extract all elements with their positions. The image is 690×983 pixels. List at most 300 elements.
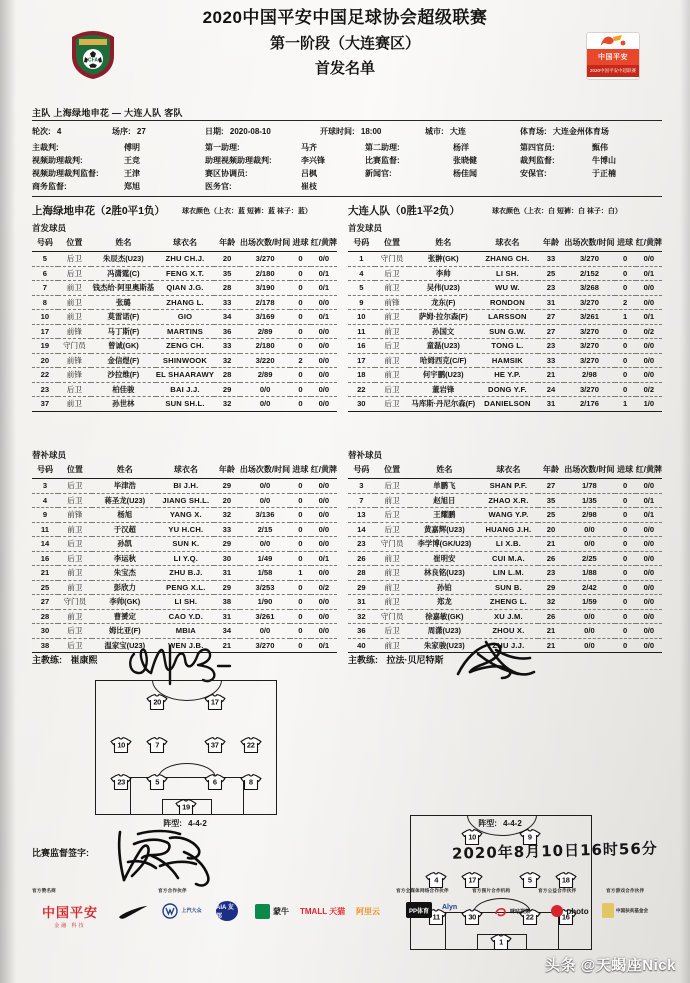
cell-cn: 马丁斯(F) [91, 324, 156, 339]
official-value: 吕枫 [301, 169, 317, 178]
meta-divider-bottom [32, 196, 662, 197]
cell-apps: 2/180 [240, 266, 290, 281]
cell-apps: 1/59 [564, 595, 614, 610]
sponsor-aliyun: 阿里云 [356, 907, 380, 916]
cell-cards: 0/0 [311, 566, 337, 581]
cell-apps: 0/0 [240, 493, 290, 508]
table-row [32, 281, 337, 296]
cell-age: 23 [538, 339, 565, 354]
away-starters-body [348, 252, 662, 412]
cell-age: 32 [214, 353, 240, 368]
cell-goals: 0 [290, 281, 311, 296]
cell-num: 26 [348, 551, 375, 566]
table-row [32, 508, 337, 523]
cell-jersey: ZHENG L. [479, 595, 537, 610]
cell-cn: 孙国文 [409, 324, 477, 339]
sponsor-caption-text: 官方公益合作伙伴 [538, 888, 577, 893]
cell-age: 21 [538, 638, 565, 653]
cell-jersey: XU J.M. [479, 609, 537, 624]
cell-cn: 孙凯 [92, 537, 158, 552]
cell-apps: 1/35 [564, 493, 614, 508]
cell-cards: 0/1 [636, 266, 662, 281]
col-goals: 进球 [290, 235, 311, 252]
cell-cards: 0/0 [636, 609, 662, 624]
cell-pos: 后卫 [58, 266, 91, 281]
kickoff-field [320, 126, 381, 137]
cell-num: 37 [32, 397, 58, 412]
cell-num: 14 [348, 522, 375, 537]
cell-jersey: BI J.H. [158, 479, 214, 494]
table-row [348, 281, 662, 296]
page-section-title: 首发名单 [314, 60, 375, 77]
home-starters-table-wrap [32, 235, 337, 412]
cell-num: 30 [32, 624, 58, 639]
table-row [348, 566, 662, 581]
officials-column-1 [32, 142, 162, 194]
cell-num: 14 [32, 537, 58, 552]
cell-cn: 黄嘉辉(U23) [410, 522, 480, 537]
cell-pos: 后卫 [375, 624, 410, 639]
watermark: 头条 @天蝎座Nick [545, 957, 676, 974]
cell-goals: 0 [290, 382, 311, 397]
cell-jersey: YANG X. [158, 508, 214, 523]
cell-age: 33 [214, 522, 240, 537]
sponsor-cfpa [596, 902, 654, 919]
official-label: 赛区协调员: [205, 169, 248, 178]
pitch-shirt-defender-22: 22 [519, 909, 541, 926]
away-label: 客队 [164, 108, 183, 118]
pitch-shirt-goalkeeper-1: 1 [490, 934, 512, 951]
cell-num: 11 [32, 522, 58, 537]
cell-age: 35 [214, 266, 240, 281]
cell-num: 7 [32, 281, 58, 296]
cell-apps: 1/58 [240, 566, 290, 581]
cell-jersey: HAMSIK [477, 353, 538, 368]
cell-jersey: WANG Y.P. [479, 508, 537, 523]
official-row [32, 168, 162, 181]
kickoff-value: 18:00 [360, 127, 382, 136]
table-row [348, 609, 662, 624]
official-value: 于正楠 [592, 169, 616, 178]
table-row [348, 580, 662, 595]
versus-dash: — [112, 108, 122, 118]
col-name: 姓名 [91, 235, 156, 252]
sponsor-caption-e [538, 888, 576, 894]
cell-cn: 彭欣力 [92, 580, 158, 595]
cell-cn: 李帅(GK) [92, 595, 158, 610]
page-subtitle: 第一阶段（大连赛区） [269, 35, 420, 52]
cell-cn: 周潇(U23) [410, 624, 480, 639]
official-label: 商务监督: [32, 182, 67, 191]
cell-apps: 0/0 [564, 522, 614, 537]
cell-cards: 0/0 [311, 252, 337, 267]
cell-cards: 0/0 [636, 295, 662, 310]
cell-jersey: LI X.B. [479, 537, 537, 552]
cell-goals: 0 [290, 368, 311, 383]
cell-num: 23 [348, 537, 375, 552]
cell-pos: 前卫 [375, 368, 410, 383]
table-row [348, 508, 662, 523]
official-row [365, 142, 515, 155]
cell-apps: 2/15 [240, 522, 290, 537]
cell-jersey: MBIA [158, 624, 214, 639]
table-row [348, 551, 662, 566]
cell-num: 23 [32, 382, 58, 397]
city-label: 城市: [425, 127, 444, 136]
cell-goals: 0 [615, 638, 636, 653]
cell-cn: 崔明安 [410, 551, 480, 566]
pitch-shirt-defender-11: 11 [425, 909, 447, 926]
official-row [205, 155, 365, 168]
cell-num: 19 [32, 339, 58, 354]
cell-cn: 于汉超 [92, 522, 158, 537]
table-row [32, 580, 337, 595]
cell-num: 10 [348, 310, 375, 325]
cell-jersey: SUN B. [479, 580, 537, 595]
cell-pos: 后卫 [58, 479, 92, 494]
cell-num: 25 [32, 580, 58, 595]
cell-jersey: DANIELSON [477, 397, 538, 412]
order-label: 场序: [112, 127, 131, 136]
cell-cn: 董岩锋 [409, 382, 477, 397]
sponsor-caption-a [32, 888, 56, 894]
cell-apps: 1/90 [240, 595, 290, 610]
cell-age: 29 [214, 479, 240, 494]
cell-jersey: GIO [156, 310, 215, 325]
cell-cn: 马库斯·丹尼尔森(F) [409, 397, 477, 412]
cell-num: 29 [348, 580, 375, 595]
sponsor-mengniu-name: 蒙牛 [273, 906, 289, 916]
cell-goals: 0 [290, 252, 311, 267]
cell-cn: 冯潇霆(C) [91, 266, 156, 281]
cell-pos: 后卫 [58, 537, 92, 552]
away-team-heading [348, 203, 460, 218]
cell-pos: 前卫 [58, 295, 91, 310]
home-team-name: 上海绿地申花 [53, 108, 110, 118]
sponsor-photo-name: photo [566, 906, 589, 916]
cell-cn: 徐嘉敏(GK) [410, 609, 480, 624]
cell-pos: 前锋 [58, 508, 92, 523]
table-row [32, 339, 337, 354]
table-row [32, 595, 337, 610]
cell-goals: 2 [290, 353, 311, 368]
cell-num: 7 [348, 493, 375, 508]
cell-jersey: BAI J.J. [156, 382, 215, 397]
away-subs-body [348, 479, 662, 653]
cell-age: 23 [538, 566, 565, 581]
official-label: 第四官员: [520, 143, 555, 152]
cell-age: 31 [538, 295, 565, 310]
cell-cards: 0/0 [311, 609, 337, 624]
officials-column-2 [205, 142, 365, 194]
cell-age: 32 [214, 397, 240, 412]
col-pos: 位置 [375, 462, 410, 479]
cell-pos: 后卫 [58, 624, 92, 639]
cell-apps: 3/268 [564, 281, 614, 296]
col-goals: 进球 [615, 462, 636, 479]
cell-pos: 后卫 [58, 382, 91, 397]
cell-goals: 0 [290, 339, 311, 354]
col-goals: 进球 [615, 235, 636, 252]
col-apps: 出场次数/时间 [240, 462, 290, 479]
pitch-shirt-defender-6: 6 [204, 774, 226, 791]
cell-cards: 0/0 [636, 281, 662, 296]
away-team-record: （0胜1平2负） [390, 205, 461, 217]
cell-jersey: WU W. [477, 281, 538, 296]
cell-pos: 前卫 [58, 281, 91, 296]
sponsor-pp-sports-name: PP体育 [408, 908, 429, 915]
formation-label: 阵型: [163, 819, 182, 828]
col-name: 姓名 [409, 235, 477, 252]
cell-goals: 0 [615, 508, 636, 523]
cell-pos: 前卫 [375, 353, 410, 368]
cell-age: 31 [214, 609, 240, 624]
col-pos: 位置 [58, 235, 91, 252]
pitch-shirt-forward-10: 10 [461, 829, 483, 846]
cell-goals: 0 [290, 595, 311, 610]
cell-goals: 0 [290, 609, 311, 624]
home-starters-label: 首发球员 [32, 223, 67, 233]
cell-jersey: YU H.CH. [158, 522, 214, 537]
cell-goals: 0 [290, 295, 311, 310]
cell-cards: 0/1 [311, 281, 337, 296]
table-row [32, 566, 337, 581]
home-formation-pitch [95, 680, 277, 815]
round-field [32, 126, 61, 137]
cell-jersey: WEN J.B. [158, 638, 214, 653]
table-header-row [348, 462, 662, 479]
order-value: 27 [136, 127, 146, 136]
cell-age: 29 [214, 382, 240, 397]
cell-age: 33 [538, 353, 565, 368]
kickoff-label: 开球时间: [320, 127, 355, 136]
home-coach-field [32, 653, 98, 666]
cell-apps: 3/261 [240, 609, 290, 624]
cell-pos: 前卫 [375, 281, 410, 296]
cell-pos: 守门员 [58, 339, 91, 354]
cell-jersey: LI SH. [158, 595, 214, 610]
col-age: 年龄 [538, 462, 565, 479]
cell-jersey: ZHU J.J. [479, 638, 537, 653]
cell-jersey: SUN G.W. [477, 324, 538, 339]
cell-jersey: HE Y.P. [477, 368, 538, 383]
cell-cards: 0/0 [636, 551, 662, 566]
cell-goals: 0 [290, 638, 311, 653]
away-subs-table [348, 462, 662, 653]
home-formation-label [95, 818, 275, 829]
cell-goals: 0 [290, 624, 311, 639]
cell-num: 22 [32, 368, 58, 383]
away-subs-label: 替补球员 [348, 450, 383, 460]
city-field [425, 126, 466, 137]
cell-goals: 0 [290, 522, 311, 537]
cell-cards: 0/0 [311, 324, 337, 339]
official-row [205, 142, 365, 155]
pitch-shirt-midfielder-10: 10 [110, 736, 132, 753]
cell-apps: 3/261 [564, 310, 614, 325]
cell-num: 40 [348, 638, 375, 653]
cell-cn: 朱宝杰 [92, 566, 158, 581]
col-apps: 出场次数/时间 [564, 462, 614, 479]
cell-cn: 毕津浩 [92, 479, 158, 494]
official-row [520, 168, 670, 181]
cell-age: 20 [538, 522, 565, 537]
table-header-row [32, 462, 337, 479]
cell-num: 22 [348, 382, 375, 397]
official-row [205, 168, 365, 181]
col-goals: 进球 [290, 462, 311, 479]
pitch-shirt-defender-30: 30 [461, 909, 483, 926]
cell-jersey: CAO Y.D. [158, 609, 214, 624]
home-team-record: （2胜0平1负） [95, 205, 166, 217]
sponsor-migu-name: 咪咕视频 [509, 908, 530, 915]
table-row [348, 638, 662, 653]
ping-an-sponsor-logo [586, 32, 640, 80]
pitch-shirt-defender-23: 23 [110, 774, 132, 791]
cell-cards: 0/2 [636, 324, 662, 339]
official-value: 张晓健 [453, 156, 477, 165]
cell-goals: 0 [615, 493, 636, 508]
cell-pos: 前卫 [375, 580, 410, 595]
away-formation-label [410, 818, 590, 829]
cell-pos: 后卫 [375, 508, 410, 523]
table-row [32, 479, 337, 494]
sponsor-ping-an [30, 902, 110, 929]
sponsor-aia [216, 901, 238, 921]
cell-apps: 3/270 [564, 295, 614, 310]
cell-cards: 0/0 [636, 537, 662, 552]
cell-apps: 2/89 [240, 368, 290, 383]
table-row [348, 397, 662, 412]
cell-jersey: LI SH. [477, 266, 538, 281]
cell-cards: 0/1 [311, 310, 337, 325]
city-value: 大连 [449, 127, 466, 136]
table-row [348, 537, 662, 552]
cell-apps: 0/0 [564, 638, 614, 653]
home-team-heading [32, 203, 165, 218]
table-row [348, 624, 662, 639]
cell-apps: 0/0 [564, 609, 614, 624]
cell-jersey: LARSSON [477, 310, 538, 325]
cell-apps: 0/0 [240, 479, 290, 494]
cell-pos: 前锋 [375, 295, 410, 310]
away-coach-name: 拉法·贝尼特斯 [386, 655, 444, 665]
cell-goals: 0 [615, 595, 636, 610]
cell-apps: 3/270 [564, 339, 614, 354]
pitch-shirt-midfielder-5: 5 [519, 871, 541, 888]
official-label: 比赛监督: [365, 156, 400, 165]
table-row [348, 479, 662, 494]
cell-cards: 0/0 [311, 479, 337, 494]
cell-cards: 0/0 [636, 580, 662, 595]
home-subs-table-wrap [32, 462, 337, 653]
cell-cn: 单鹏飞 [410, 479, 480, 494]
official-label: 裁判监督: [520, 156, 555, 165]
official-value: 牛博山 [592, 156, 616, 165]
cell-jersey: ZHU CH.J. [156, 252, 215, 267]
official-value: 甄伟 [592, 143, 608, 152]
cell-age: 29 [214, 537, 240, 552]
cell-pos: 前卫 [58, 566, 92, 581]
cell-apps: 3/270 [240, 638, 290, 653]
cell-cards: 0/0 [636, 595, 662, 610]
cell-goals: 0 [290, 479, 311, 494]
cell-cards: 0/0 [636, 566, 662, 581]
cell-num: 9 [348, 295, 375, 310]
sponsor-pp-sports [406, 902, 432, 918]
cell-pos: 前锋 [58, 368, 91, 383]
cell-cn: 孙铂 [410, 580, 480, 595]
cell-age: 26 [538, 551, 565, 566]
cell-apps: 3/253 [240, 580, 290, 595]
cell-cards: 0/1 [311, 638, 337, 653]
stadium-field [520, 126, 609, 137]
cell-goals: 0 [615, 537, 636, 552]
ping-an-logo-text: 中国平安 [587, 49, 639, 65]
cell-num: 4 [348, 266, 375, 281]
home-formation-value: 4-4-2 [188, 819, 207, 828]
official-label: 医务官: [205, 182, 232, 191]
home-starters-body [32, 252, 337, 412]
cell-cards: 0/0 [311, 382, 337, 397]
cell-cards: 0/0 [311, 522, 337, 537]
cell-cards: 0/2 [636, 382, 662, 397]
cell-pos: 后卫 [375, 522, 410, 537]
cell-goals: 0 [615, 580, 636, 595]
cell-cn: 李帅 [409, 266, 477, 281]
table-row [32, 295, 337, 310]
cell-age: 31 [214, 566, 240, 581]
cell-jersey: ZENG CH. [156, 339, 215, 354]
official-row [32, 181, 162, 194]
official-label: 视频助理裁判监督: [32, 169, 99, 178]
cell-goals: 0 [290, 551, 311, 566]
cell-goals: 0 [290, 580, 311, 595]
cell-age: 34 [214, 310, 240, 325]
cell-apps: 3/270 [240, 252, 290, 267]
official-label: 视频助理裁判: [32, 156, 83, 165]
cell-apps: 2/178 [240, 295, 290, 310]
sponsor-caption-text: 官方赞名商 [32, 888, 56, 893]
official-label: 安保官: [520, 169, 547, 178]
cell-cn: 王耀鹏 [410, 508, 480, 523]
cell-age: 27 [538, 324, 565, 339]
cell-pos: 前卫 [375, 310, 410, 325]
cell-cn: 李运秋 [92, 551, 158, 566]
cell-jersey: ZHANG L. [156, 295, 215, 310]
cell-cn: 柏佳骏 [91, 382, 156, 397]
col-name: 姓名 [92, 462, 158, 479]
official-label: 助理视频助理裁判: [205, 156, 272, 165]
cell-goals: 0 [615, 609, 636, 624]
cell-age: 27 [538, 479, 565, 494]
cell-cards: 0/0 [636, 638, 662, 653]
cell-num: 21 [32, 566, 58, 581]
cell-cn: 吴伟(U23) [409, 281, 477, 296]
cell-apps: 3/136 [240, 508, 290, 523]
table-row [32, 397, 337, 412]
cell-cn: 龙东(F) [409, 295, 477, 310]
cell-num: 17 [32, 324, 58, 339]
cell-pos: 后卫 [375, 479, 410, 494]
table-row [348, 368, 662, 383]
cell-apps: 0/0 [240, 624, 290, 639]
cell-num: 36 [348, 624, 375, 639]
table-row [348, 382, 662, 397]
cell-apps: 0/0 [564, 624, 614, 639]
home-subs-table [32, 462, 337, 653]
sponsor-aia-name: AIA 友邦 [216, 905, 234, 920]
